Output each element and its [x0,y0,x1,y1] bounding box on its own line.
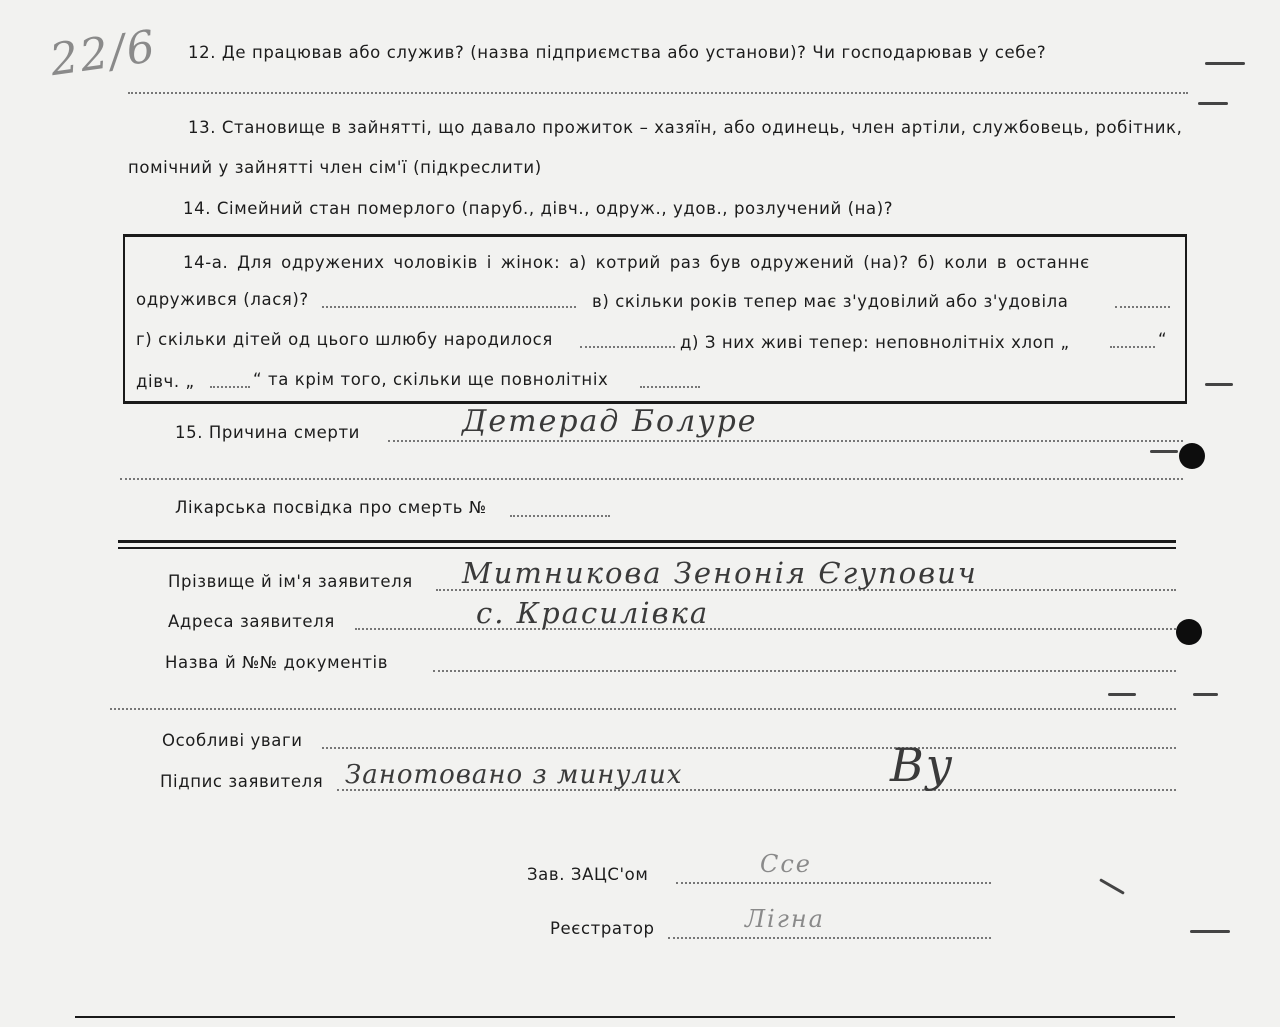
margin-mark-5 [1108,693,1136,696]
margin-mark-2 [1198,102,1228,105]
margin-mark-1 [1205,62,1245,65]
zags-signature-field[interactable] [676,882,991,884]
cause-of-death-line[interactable] [388,440,1183,442]
answer-line-12 [128,92,1188,94]
notes-field[interactable] [322,747,1176,749]
applicant-name-label: Прізвище й ім'я заявителя [168,572,413,591]
question-14a-line-1: 14-а. Для одружених чоловіків і жінок: а) котрий раз був одружений (на)? б) коли в останнє [183,253,1090,272]
question-12: 12. Де працював або служив? (назва підприємства або установи)? Чи господарював у себе? [188,43,1047,62]
question-14a-line-3c: “ [1158,330,1168,349]
documents-field[interactable] [433,670,1176,672]
married-when-field[interactable] [322,306,576,308]
question-14a-line-2a: одружився (лася)? [136,290,309,309]
question-15-label: 15. Причина смерти [175,423,360,442]
signature-mark: Ву [890,738,955,792]
children-born-field[interactable] [580,346,675,348]
question-14a-line-3b: д) З них живі тепер: неповнолітніх хлоп „ [680,333,1070,352]
question-14a-line-4a: дівч. „ [136,372,195,391]
margin-mark-7 [1099,878,1125,895]
question-14a-line-2b: в) скільки років тепер має з'удовілий або з'удовіла [592,292,1069,311]
margin-mark-4 [1150,450,1178,453]
section-divider-top [118,540,1176,543]
zags-label: Зав. ЗАЦС'ом [527,865,649,884]
signature-value: Занотовано з минулих [345,760,683,790]
section-divider-bottom [118,547,1176,549]
registrar-label: Реєстратор [550,919,655,938]
applicant-name-value: Митникова Зенонія Єгупович [462,556,978,590]
minor-girls-field[interactable] [210,386,250,388]
applicant-address-value: с. Красилівка [476,596,710,630]
page-number: 22/6 [46,20,160,87]
medical-certificate-field[interactable] [510,515,610,517]
margin-mark-8 [1190,930,1230,933]
medical-certificate-label: Лікарська посвідка про смерть № [175,498,487,517]
adults-field[interactable] [640,386,700,388]
documents-label: Назва й №№ документів [165,653,389,672]
question-14a-line-4b: “ та крім того, скільки ще повнолітніх [253,370,609,389]
signature-label: Підпис заявителя [160,772,324,791]
bottom-divider [75,1016,1175,1018]
margin-mark-6 [1193,693,1218,696]
question-14a-line-3a: г) скільки дітей од цього шлюбу народилося [136,330,553,349]
zags-signature: Ссе [760,850,813,878]
registrar-signature-field[interactable] [668,937,991,939]
question-13-line-2: помічний у зайнятті член сім'ї (підкреслити) [128,158,542,177]
margin-mark-3 [1205,383,1233,386]
notes-label: Особливі уваги [162,731,303,750]
binding-hole-1 [1179,443,1205,469]
question-13-line-1: 13. Становище в зайнятті, що давало прожиток – хазяїн, або одинець, член артіли, службовець, робітник, [188,118,1183,137]
widowed-years-field[interactable] [1115,306,1170,308]
minor-boys-field[interactable] [1110,346,1155,348]
cause-of-death-line-2[interactable] [120,478,1183,480]
registrar-signature: Лігна [745,905,825,933]
documents-field-2[interactable] [110,708,1176,710]
question-14: 14. Сімейний стан померлого (паруб., дівч., одруж., удов., розлучений (на)? [183,199,894,218]
cause-of-death-value: Детерад Болуре [462,404,758,439]
applicant-address-label: Адреса заявителя [168,612,335,631]
binding-hole-2 [1176,619,1202,645]
